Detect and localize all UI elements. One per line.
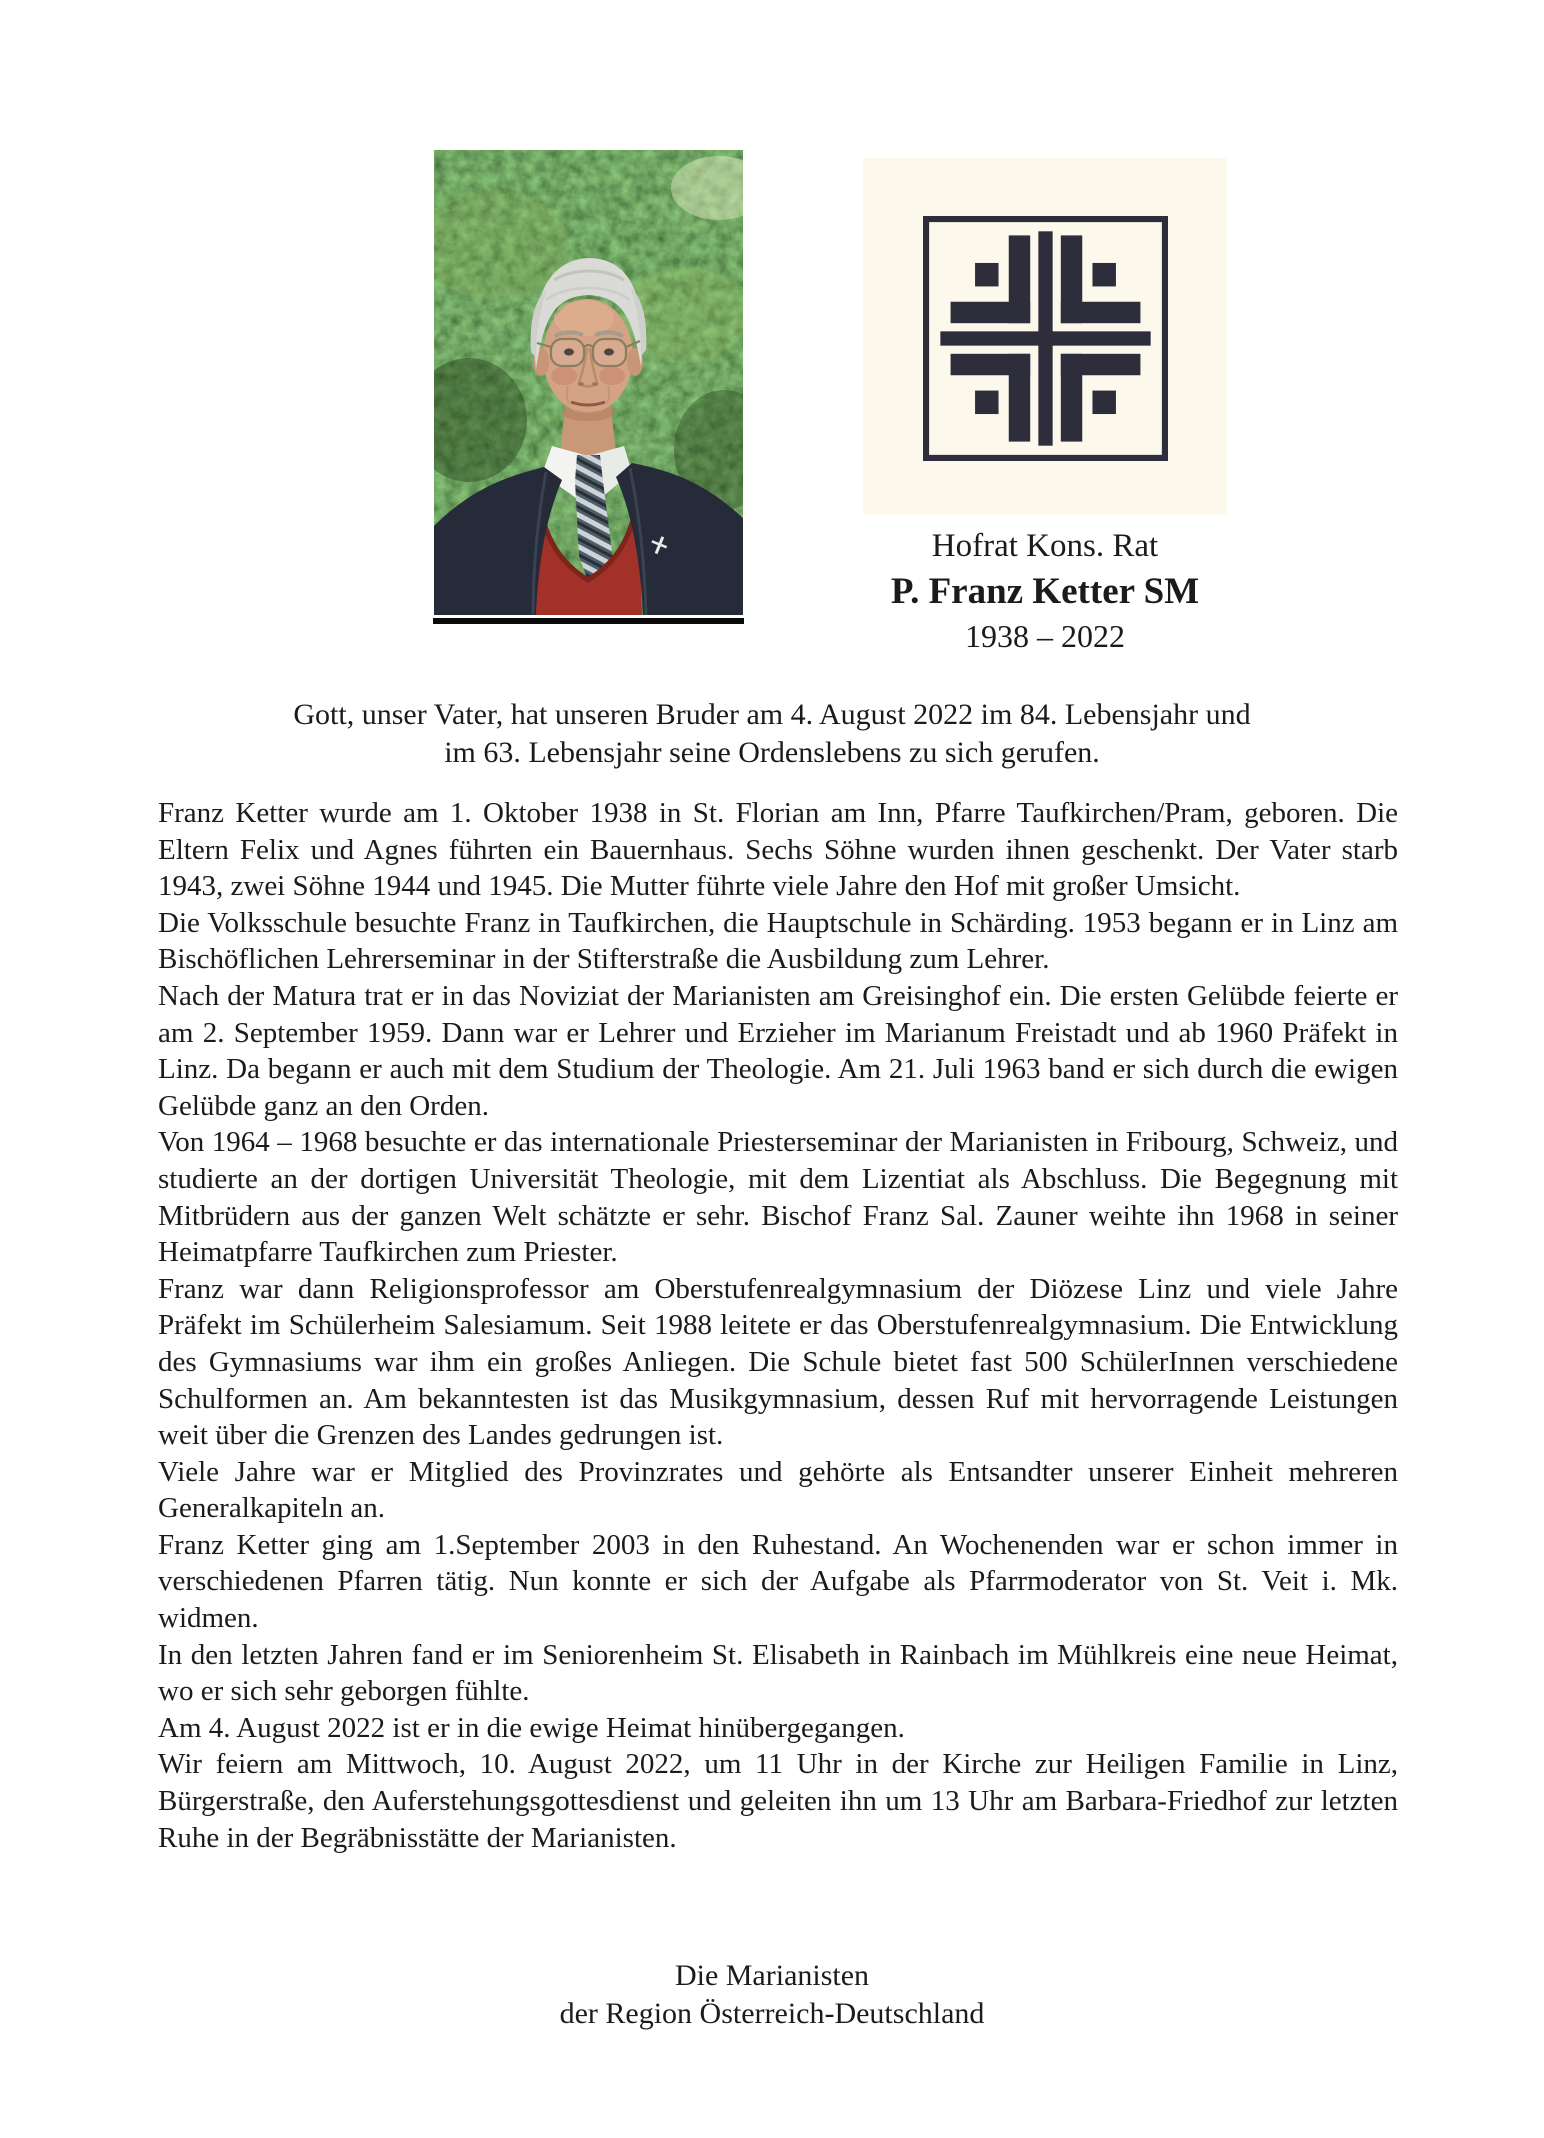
- marianist-cross-icon: [923, 216, 1168, 461]
- deceased-header: [813, 524, 1277, 657]
- body-paragraph: Viele Jahre war er Mitglied des Provinzrates und gehörte als Entsandter unserer Einheit mehreren Generalkapiteln an.: [158, 1455, 1398, 1525]
- body-paragraph: Franz Ketter wurde am 1. Oktober 1938 in St. Florian am Inn, Pfarre Taufkirchen/Pram, geboren. Die Eltern Felix und Agnes führten ein Bauernhaus. Sechs Söhne wurden ihnen geschenkt. Der Vater starb 1943, zwei Söhne 1944 und 1945. Die Mutter führte viele Jahre den Hof mit großer Umsicht.: [158, 797, 1398, 903]
- body-paragraph: Die Volksschule besuchte Franz in Taufkirchen, die Hauptschule in Schärding. 1953 begann er in Linz am Bischöflichen Lehrerseminar in der Stifterstraße die Ausbildung zum Lehrer.: [158, 906, 1398, 976]
- body-paragraph: Franz war dann Religionsprofessor am Oberstufenrealgymnasium der Diözese Linz und viele Jahre Präfekt im Schülerheim Salesiamum. Seit 1988 leitete er das Oberstufenrealgymnasium. Die Entwicklung des Gymnasiums war ihm ein großes Anliegen. Die Schule bietet fast 500 SchülerInnen verschiedene Schulformen an. Am bekanntesten ist das Musikgymnasium, dessen Ruf mit hervorragende Leistungen weit über die Grenzen des Landes gedrungen ist.: [158, 1272, 1398, 1452]
- photo-underline-bar: [433, 618, 744, 624]
- portrait-photo: [434, 150, 743, 615]
- portrait-illustration: [434, 150, 743, 615]
- signature-line-1: Die Marianisten: [674, 1959, 870, 1992]
- body-paragraph: Franz Ketter ging am 1.September 2003 in den Ruhestand. An Wochenenden war er schon immer in verschiedenen Pfarren tätig. Nun konnte er sich der Aufgabe als Pfarrmoderator von St. Veit i. Mk. widmen.: [158, 1528, 1398, 1635]
- body-paragraph: Nach der Matura trat er in das Noviziat der Marianisten am Greisinghof ein. Die ersten Gelübde feierte er am 2. September 1959. Dann war er Lehrer und Erzieher im Marianum Freistadt und ab 1960 Präfekt in Linz. Da begann er auch mit dem Studium der Theologie. Am 21. Juli 1963 band er sich durch die ewigen Gelübde ganz an den Orden.: [158, 979, 1398, 1122]
- life-years: 1938 – 2022: [965, 618, 1125, 654]
- intro-line-1: Gott, unser Vater, hat unseren Bruder am 4. August 2022 im 84. Lebensjahr und: [293, 698, 1251, 731]
- body-paragraph: Am 4. August 2022 ist er in die ewige Heimat hinübergegangen.: [158, 1711, 905, 1744]
- biography-text: [158, 795, 1398, 1856]
- deceased-name: P. Franz Ketter SM: [890, 571, 1200, 612]
- signature-line-2: der Region Österreich-Deutschland: [559, 1996, 985, 2030]
- signature-block: [0, 1957, 1544, 2032]
- intro-line-2: im 63. Lebensjahr seine Ordenslebens zu sich gerufen.: [444, 736, 1100, 769]
- body-paragraph: Von 1964 – 1968 besuchte er das internationale Priesterseminar der Marianisten in Fribourg, Schweiz, und studierte an der dortigen Universität Theologie, mit dem Lizentiat als Abschluss. Die Begegnung mit Mitbrüdern aus der ganzen Welt schätzte er sehr. Bischof Franz Sal. Zauner weihte ihn 1968 in seiner Heimatpfarre Taufkirchen zum Priester.: [158, 1126, 1398, 1269]
- body-paragraph: Wir feiern am Mittwoch, 10. August 2022, um 11 Uhr in der Kirche zur Heiligen Familie in Linz, Bürgerstraße, den Auferstehungsgottesdienst und geleiten ihn um 13 Uhr am Barbara-Friedhof zur letzten Ruhe in der Begräbnisstätte der Marianisten.: [158, 1748, 1398, 1854]
- body-paragraph: In den letzten Jahren fand er im Seniorenheim St. Elisabeth in Rainbach im Mühlkreis eine neue Heimat, wo er sich sehr geborgen fühlte.: [158, 1638, 1398, 1708]
- honorific-title: Hofrat Kons. Rat: [931, 528, 1159, 564]
- emblem-block: [863, 158, 1227, 515]
- intro-announcement: [0, 696, 1544, 772]
